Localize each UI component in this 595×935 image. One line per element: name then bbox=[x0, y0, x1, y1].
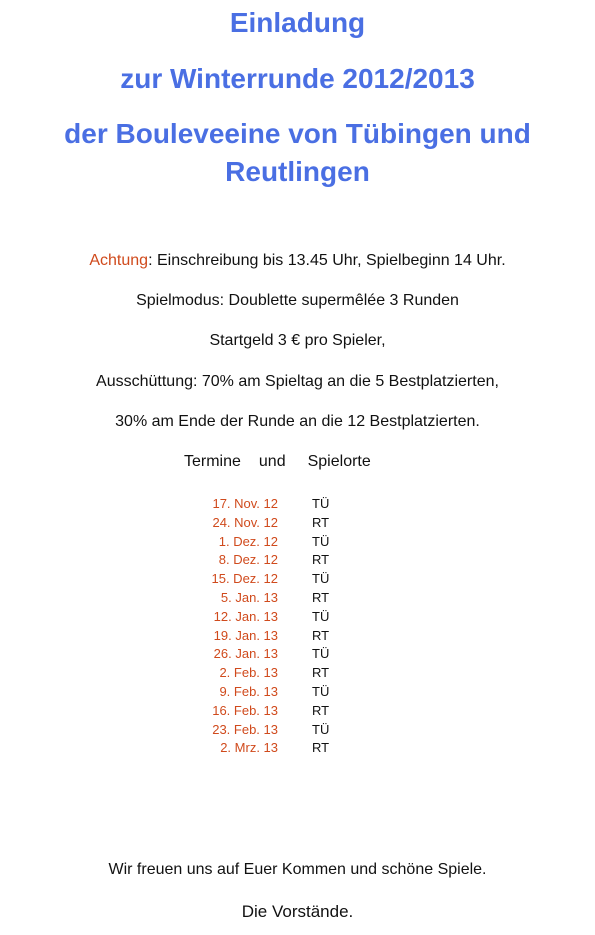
schedule-place: TÜ bbox=[312, 683, 330, 699]
title-line-3: der Bouleveeine von Tübingen und bbox=[64, 118, 531, 149]
schedule-date: 15. Dez. 12 bbox=[211, 571, 278, 587]
schedule-date: 16. Feb. 13 bbox=[212, 702, 278, 718]
schedule-date: 2. Feb. 13 bbox=[219, 665, 278, 681]
schedule-row bbox=[0, 683, 595, 702]
schedule-date: 8. Dez. 12 bbox=[218, 552, 278, 568]
schedule-place: TÜ bbox=[312, 721, 330, 737]
schedule-list bbox=[0, 495, 595, 758]
schedule-place: RT bbox=[312, 702, 330, 718]
schedule-date: 1. Dez. 12 bbox=[218, 533, 278, 549]
schedule-date: 9. Feb. 13 bbox=[219, 683, 278, 699]
schedule-place: TÜ bbox=[312, 608, 330, 624]
schedule-place: TÜ bbox=[312, 533, 330, 549]
schedule-header-and: und bbox=[258, 453, 286, 470]
payout-line-1: Ausschüttung: 70% am Spieltag an die 5 Bestplatzierten, bbox=[96, 373, 499, 390]
schedule-row bbox=[0, 589, 595, 608]
schedule-date: 23. Feb. 13 bbox=[212, 721, 278, 737]
schedule-header-places: Spielorte bbox=[307, 453, 371, 470]
schedule-row bbox=[0, 514, 595, 533]
schedule-place: TÜ bbox=[312, 496, 330, 511]
schedule-header-dates: Termine bbox=[184, 453, 241, 470]
schedule-row bbox=[0, 608, 595, 627]
signature-line: Die Vorstände. bbox=[241, 902, 354, 921]
schedule-row bbox=[0, 721, 595, 740]
schedule-date: 26. Jan. 13 bbox=[213, 646, 278, 662]
schedule-row bbox=[0, 533, 595, 552]
schedule-date: 17. Nov. 12 bbox=[212, 496, 278, 511]
schedule-place: RT bbox=[312, 627, 330, 643]
attention-text: : Einschreibung bis 13.45 Uhr, Spielbeginn 14 Uhr. bbox=[148, 252, 506, 269]
schedule-row bbox=[0, 702, 595, 721]
schedule-place: RT bbox=[312, 589, 330, 605]
title-line-4: Reutlingen bbox=[225, 156, 370, 187]
attention-label: Achtung bbox=[89, 252, 149, 269]
schedule-row bbox=[0, 495, 595, 514]
schedule-date: 24. Nov. 12 bbox=[212, 514, 278, 530]
schedule-row bbox=[0, 627, 595, 646]
payout-line-2: 30% am Ende der Runde an die 12 Bestplatzierten. bbox=[115, 413, 480, 430]
schedule-place: RT bbox=[312, 514, 330, 530]
title-line-2: zur Winterrunde 2012/2013 bbox=[120, 63, 475, 94]
schedule-row bbox=[0, 739, 595, 758]
schedule-row bbox=[0, 551, 595, 570]
schedule-place: TÜ bbox=[312, 646, 330, 662]
title-line-1: Einladung bbox=[229, 7, 366, 38]
schedule-place: RT bbox=[312, 740, 330, 756]
schedule-header bbox=[184, 452, 371, 472]
schedule-place: RT bbox=[312, 552, 330, 568]
schedule-row bbox=[0, 570, 595, 589]
schedule-date: 5. Jan. 13 bbox=[220, 589, 278, 605]
schedule-row bbox=[0, 664, 595, 683]
schedule-row bbox=[0, 645, 595, 664]
schedule-date: 2. Mrz. 13 bbox=[220, 740, 278, 756]
schedule-place: TÜ bbox=[312, 571, 330, 587]
attention-line bbox=[0, 251, 595, 271]
schedule-date: 19. Jan. 13 bbox=[213, 627, 278, 643]
schedule-date: 12. Jan. 13 bbox=[213, 608, 278, 624]
game-mode-line: Spielmodus: Doublette supermêlée 3 Runden bbox=[136, 292, 459, 309]
schedule-place: RT bbox=[312, 665, 330, 681]
entry-fee-line: Startgeld 3 € pro Spieler, bbox=[209, 332, 386, 349]
closing-line: Wir freuen uns auf Euer Kommen und schöne Spiele. bbox=[108, 861, 487, 878]
